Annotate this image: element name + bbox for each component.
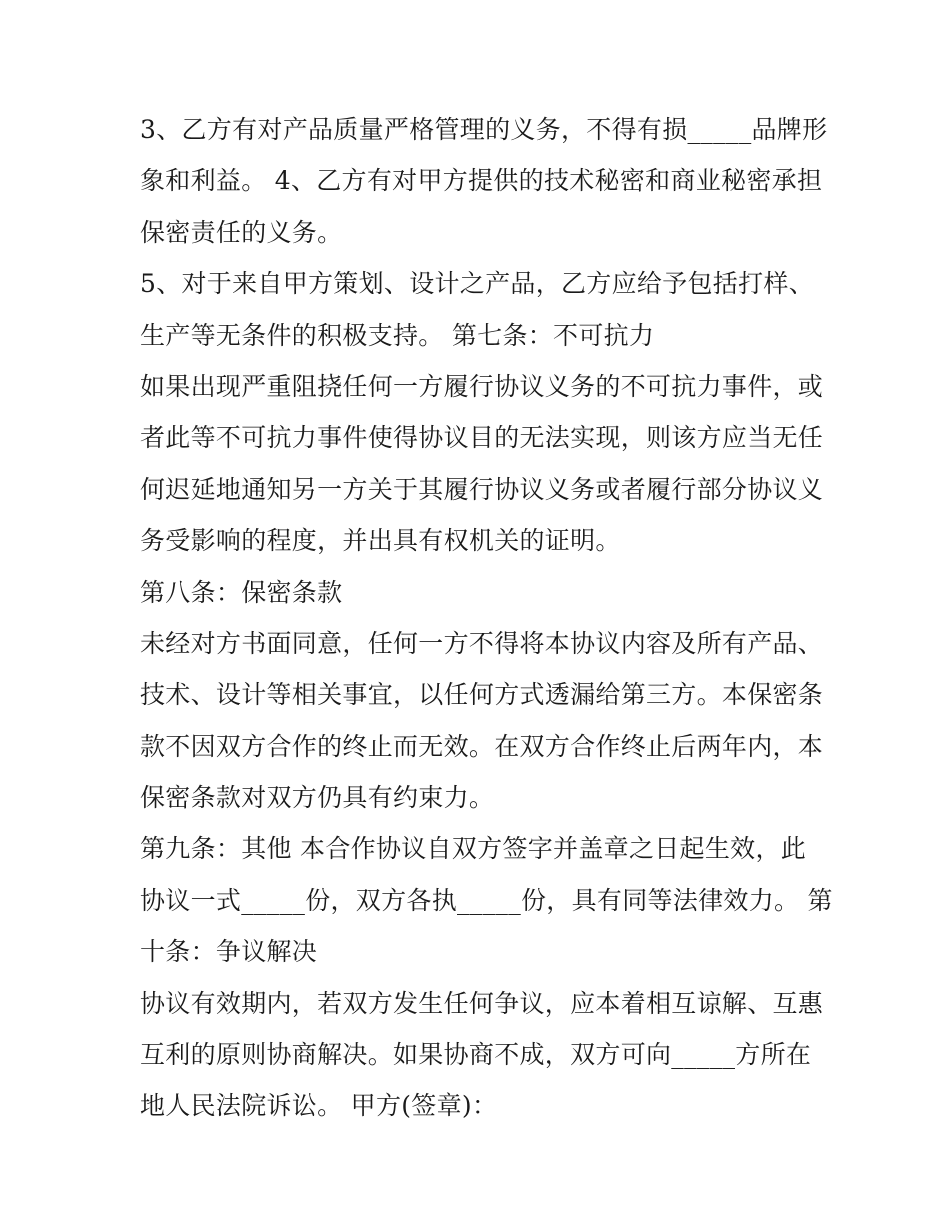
text-line: 款不因双方合作的终止而无效。在双方合作终止后两年内，本	[140, 731, 824, 761]
text-line: 3、乙方有对产品质量严格管理的义务，不得有损_____品牌形	[140, 115, 828, 144]
section-heading: 第八条：保密条款	[140, 577, 343, 607]
text-line: 协议有效期内，若双方发生任何争议，应本着相互谅解、互惠	[140, 988, 824, 1018]
text-line: 技术、设计等相关事宜，以任何方式透漏给第三方。本保密条	[140, 680, 824, 710]
text-line: 保密责任的义务。	[140, 217, 343, 247]
text-line: 协议一式_____份，双方各执_____份，具有同等法律效力。 第	[140, 885, 833, 915]
text-line: 未经对方书面同意，任何一方不得将本协议内容及所有产品、	[140, 628, 824, 658]
text-line: 十条：争议解决	[140, 937, 318, 967]
text-line: 象和利益。 4、乙方有对甲方提供的技术秘密和商业秘密承担	[140, 166, 823, 196]
text-line: 者此等不可抗力事件使得协议目的无法实现，则该方应当无任	[140, 423, 824, 453]
document-page	[140, 104, 833, 1132]
text-line: 务受影响的程度，并出具有权机关的证明。	[140, 526, 621, 556]
text-line: 如果出现严重阻挠任何一方履行协议义务的不可抗力事件，或	[140, 371, 824, 401]
text-line: 第九条：其他 本合作协议自双方签字并盖章之日起生效，此	[140, 834, 807, 864]
text-line: 5、对于来自甲方策划、设计之产品，乙方应给予包括打样、	[140, 269, 815, 299]
text-line: 保密条款对双方仍具有约束力。	[140, 783, 495, 813]
text-line: 互利的原则协商解决。如果协商不成，双方可向_____方所在	[140, 1040, 812, 1070]
text-line: 地人民法院诉讼。 甲方(签章)：	[140, 1091, 498, 1121]
text-line: 生产等无条件的积极支持。 第七条：不可抗力	[140, 320, 655, 350]
text-line: 何迟延地通知另一方关于其履行协议义务或者履行部分协议义	[140, 474, 824, 504]
